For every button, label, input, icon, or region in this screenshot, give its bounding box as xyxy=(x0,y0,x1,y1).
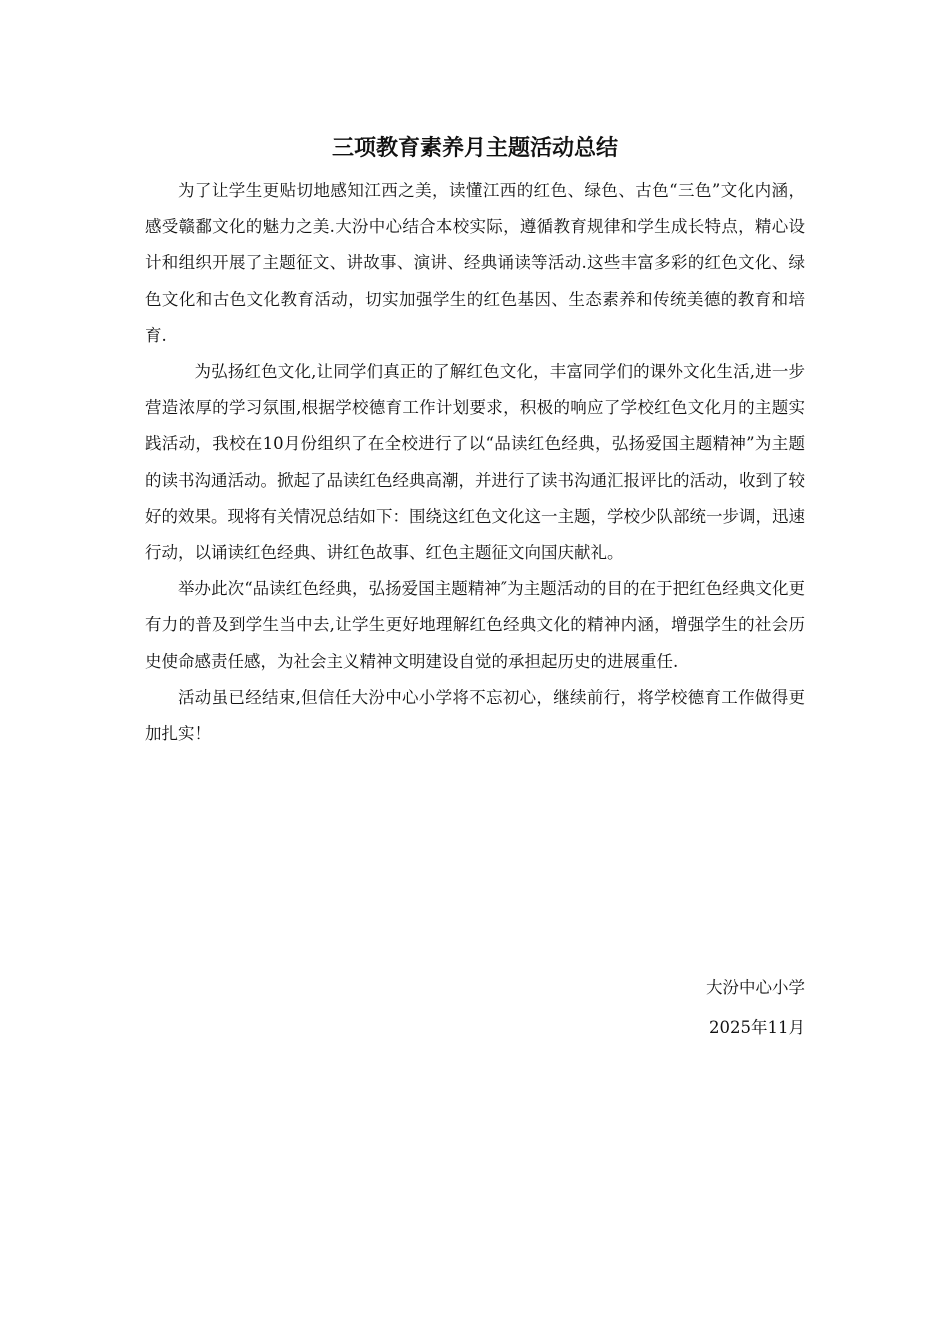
signature-organization: 大汾中心小学 xyxy=(706,978,805,997)
document-body xyxy=(145,173,805,752)
paragraph-intro: 为了让学生更贴切地感知江西之美，读懂江西的红色、绿色、古色“三色”文化内涵，感受赣鄱文化的魅力之美.大汾中心结合本校实际，遵循教育规律和学生成长特点，精心设计和组织开展了主题征文、讲故事、演讲、经典诵读等活动.这些丰富多彩的红色文化、绿色文化和古色文化教育活动，切实加强学生的红色基因、生态素养和传统美德的教育和培育. xyxy=(145,181,805,345)
paragraph-red-culture: 为弘扬红色文化,让同学们真正的了解红色文化，丰富同学们的课外文化生活,进一步营造浓厚的学习氛围,根据学校德育工作计划要求，积极的响应了学校红色文化月的主题实践活动，我校在10月份组织了在全校进行了以“品读红色经典，弘扬爱国主题精神”为主题的读书沟通活动。掀起了品读红色经典高潮，并进行了读书沟通汇报评比的活动，收到了较好的效果。现将有关情况总结如下：围绕这红色文化这一主题，学校少队部统一步调，迅速行动，以诵读红色经典、讲红色故事、红色主题征文向国庆献礼。 xyxy=(145,362,805,563)
paragraph-purpose: 举办此次“品读红色经典，弘扬爱国主题精神″为主题活动的目的在于把红色经典文化更有力的普及到学生当中去,让学生更好地理解红色经典文化的精神内涵，增强学生的社会历史使命感责任感，为社会主义精神文明建设自觉的承担起历史的进展重任. xyxy=(145,579,805,671)
signature-block xyxy=(706,968,805,1048)
document-title: 三项教育素养月主题活动总结 xyxy=(331,136,618,161)
paragraph-conclusion: 活动虽已经结束,但信任大汾中心小学将不忘初心，继续前行，将学校德育工作做得更加扎实！ xyxy=(145,687,805,744)
signature-date: 2025年11月 xyxy=(709,1018,805,1037)
